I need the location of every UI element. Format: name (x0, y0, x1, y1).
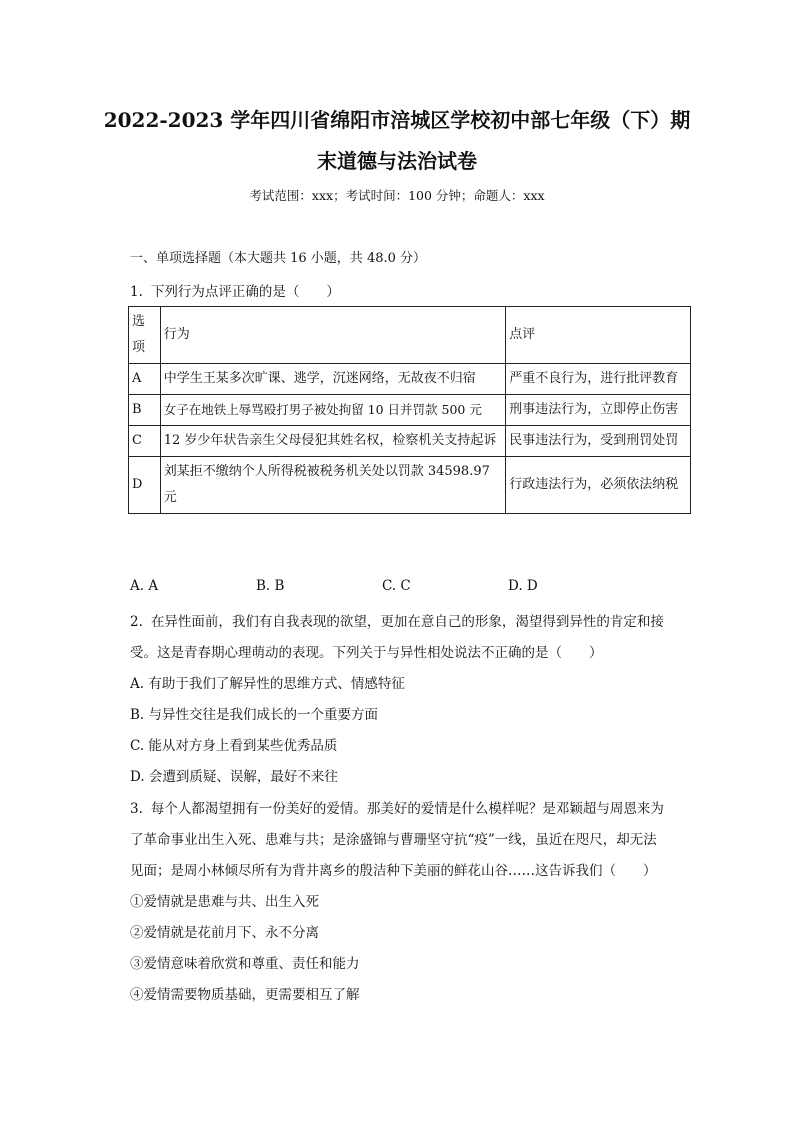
table-header-row (129, 307, 691, 364)
question-2-option-d: D. 会遭到质疑、误解，最好不来往 (130, 769, 338, 785)
table-header-cell: 点评 (506, 307, 691, 364)
option-a: A. A (130, 578, 159, 594)
table-cell-comment: 民事违法行为，受到刑罚处罚 (506, 426, 691, 457)
question-2-option-b: B. 与异性交往是我们成长的一个重要方面 (130, 707, 379, 723)
question-2-stem-line1 (130, 610, 664, 630)
table-cell-comment: 行政违法行为，必须依法纳税 (506, 457, 691, 514)
question-number: 2. (130, 614, 143, 630)
table-cell-comment: 刑事违法行为，立即停止伤害 (506, 395, 691, 426)
section-heading: 一、单项选择题（本大题共 16 小题，共 48.0 分） (130, 251, 427, 266)
table-cell-comment: 严重不良行为，进行批评教育 (506, 364, 691, 395)
table-row (129, 426, 691, 457)
table-header-cell: 选项 (129, 307, 161, 364)
question-3-stem-line2: 了革命事业出生入死、患难与共；是涂盛锦与曹珊坚守抗“疫”一线，虽近在咫尺，却无法 (130, 832, 657, 848)
table-cell-behavior: 中学生王某多次旷课、逃学，沉迷网络，无故夜不归宿 (160, 364, 506, 395)
question-3-item-3: ③爱情意味着欣赏和尊重、责任和能力 (130, 956, 360, 972)
table-row (129, 364, 691, 395)
question-3-item-1: ①爱情就是患难与共、出生入死 (130, 894, 319, 910)
option-b: B. B (256, 578, 285, 594)
exam-title-line1: 2022-2023 学年四川省绵阳市涪城区学校初中部七年级（下）期 (103, 108, 691, 132)
question-3-stem-line3: 见面；是周小林倾尽所有为背井离乡的殷洁种下美丽的鲜花山谷……这告诉我们（ ） (130, 863, 657, 879)
question-text: 下列行为点评正确的是（ ） (150, 284, 340, 300)
exam-meta: 考试范围：xxx；考试时间：100 分钟；命题人：xxx (249, 188, 545, 203)
question-1-options (130, 578, 650, 594)
table-cell-behavior: 12 岁少年状告亲生父母侵犯其姓名权，检察机关支持起诉 (160, 426, 506, 457)
option-c: C. C (382, 578, 411, 594)
table-cell-behavior: 女子在地铁上辱骂殴打男子被处拘留 10 日并罚款 500 元 (160, 395, 506, 426)
exam-title-line2: 末道德与法治试卷 (317, 149, 477, 173)
table-row (129, 457, 691, 514)
table-cell-option: D (129, 457, 161, 514)
question-number: 3. (130, 801, 143, 817)
option-d: D. D (508, 578, 538, 594)
table-header-cell: 行为 (160, 307, 506, 364)
table-cell-option: C (129, 426, 161, 457)
table-row (129, 395, 691, 426)
question-1-stem (130, 280, 340, 300)
question-2-option-a: A. 有助于我们了解异性的思维方式、情感特征 (130, 676, 405, 692)
question-number: 1. (130, 284, 143, 300)
question-2-option-c: C. 能从对方身上看到某些优秀品质 (130, 738, 338, 754)
table-cell-option: B (129, 395, 161, 426)
question-3-item-4: ④爱情需要物质基础，更需要相互了解 (130, 987, 360, 1003)
question-3-item-2: ②爱情就是花前月下、永不分离 (130, 925, 319, 941)
question-2-stem-line2: 受。这是青春期心理萌动的表现。下列关于与异性相处说法不正确的是（ ） (130, 645, 603, 661)
question-3-stem-line1 (130, 797, 664, 817)
table-cell-option: A (129, 364, 161, 395)
question-1-table (128, 306, 691, 514)
question-text: 在异性面前，我们有自我表现的欲望，更加在意自己的形象，渴望得到异性的肯定和接 (150, 614, 664, 630)
question-text: 每个人都渴望拥有一份美好的爱情。那美好的爱情是什么模样呢？是邓颖超与周恩来为 (150, 801, 664, 817)
table-cell-behavior: 刘某拒不缴纳个人所得税被税务机关处以罚款 34598.97 元 (160, 457, 506, 514)
